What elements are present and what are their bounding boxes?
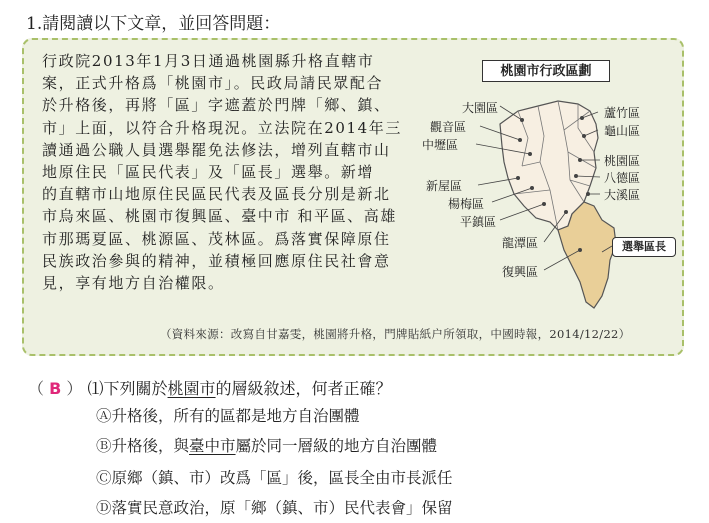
question-stem-suffix: 的層級敘述，何者正確？ [215, 379, 392, 398]
article-line: 市烏來區、桃園市復興區、臺中市 和平區、高雄 [42, 207, 397, 226]
option-a [96, 404, 360, 426]
article-line: 案，正式升格爲「桃園市」。民政局請民眾配合 [42, 74, 384, 93]
map-label-luzhu: 蘆竹區 [604, 106, 641, 120]
article-line: 民族政治參與的精神，並積極回應原住民社會意 [42, 251, 391, 270]
map-label-pingzhen: 平鎮區 [460, 215, 497, 229]
option-text: 升格後，與 [111, 437, 190, 455]
map-label-xinwu: 新屋區 [426, 179, 463, 193]
question-heading [26, 9, 280, 34]
article-line: 行政院2013年1月3日通過桃園縣升格直轄市 [42, 52, 375, 70]
article-line: 於升格後，再將「區」字遮蓋於門牌「鄉、鎮、 [42, 96, 391, 115]
option-b [96, 434, 437, 456]
option-text: 屬於同一層級的地方自治團體 [235, 437, 438, 455]
map-label-longtan: 龍潭區 [502, 236, 539, 250]
map-label-daxi: 大溪區 [604, 188, 641, 202]
article-line: 地原住民「區民代表」及「區長」選舉。新增 [42, 163, 375, 182]
map-label-guanyin: 觀音區 [430, 120, 467, 134]
article-source: （資料來源：改寫自甘嘉雯，桃園將升格，門牌貼紙户所領取，中國時報，2014/12/22） [160, 327, 631, 341]
map-label-zhongli: 中壢區 [422, 138, 459, 152]
question-stem-prefix: ⑴下列關於 [87, 379, 168, 398]
question-stem-keyword: 桃園市 [167, 379, 216, 398]
answer-open-paren: （ [28, 379, 45, 398]
option-c [96, 466, 453, 488]
option-text-underlined: 臺中市 [189, 437, 236, 455]
article-text [42, 50, 414, 294]
option-d [96, 496, 453, 518]
option-label: Ⓑ [96, 437, 112, 455]
option-text: 原鄉（鎮、市）改爲「區」後，區長全由市長派任 [111, 469, 453, 487]
map-label-yangmei: 楊梅區 [448, 197, 485, 211]
question-instruction: 請閱讀以下文章，並回答問題： [42, 14, 281, 34]
option-label: Ⓐ [96, 407, 112, 425]
map-label-fuxing: 復興區 [502, 265, 539, 279]
article-line: 市那瑪夏區、桃源區、茂林區。爲落實保障原住 [42, 229, 391, 248]
map-label-dayuan: 大園區 [462, 101, 499, 115]
option-text: 落實民意政治，原「鄉（鎮、市）民代表會」保留 [111, 499, 453, 517]
article-line: 見，享有地方自治權限。 [42, 274, 225, 293]
answer-close-paren: ） [66, 379, 83, 398]
article-line: 讀通過公職人員選舉罷免法修法，增列直轄市山 [42, 140, 391, 159]
map-title: 桃園市行政區劃 [482, 60, 610, 82]
option-label: Ⓒ [96, 469, 112, 487]
election-badge: 選舉區長 [612, 237, 676, 257]
map-label-taoyuan: 桃園區 [604, 154, 641, 168]
map-label-guishan: 龜山區 [604, 124, 641, 138]
option-label: Ⓓ [96, 499, 112, 517]
option-text: 升格後，所有的區都是地方自治團體 [111, 407, 360, 425]
map-label-bade: 八德區 [604, 171, 641, 185]
question-number: 1. [26, 14, 43, 34]
article-line: 的直轄市山地原住民區民代表及區長分別是新北 [42, 185, 391, 204]
answer-choice: B [49, 379, 62, 398]
article-line: 市」上面，以符合升格現況。立法院在2014年三 [42, 118, 402, 137]
answer-line [28, 376, 392, 399]
